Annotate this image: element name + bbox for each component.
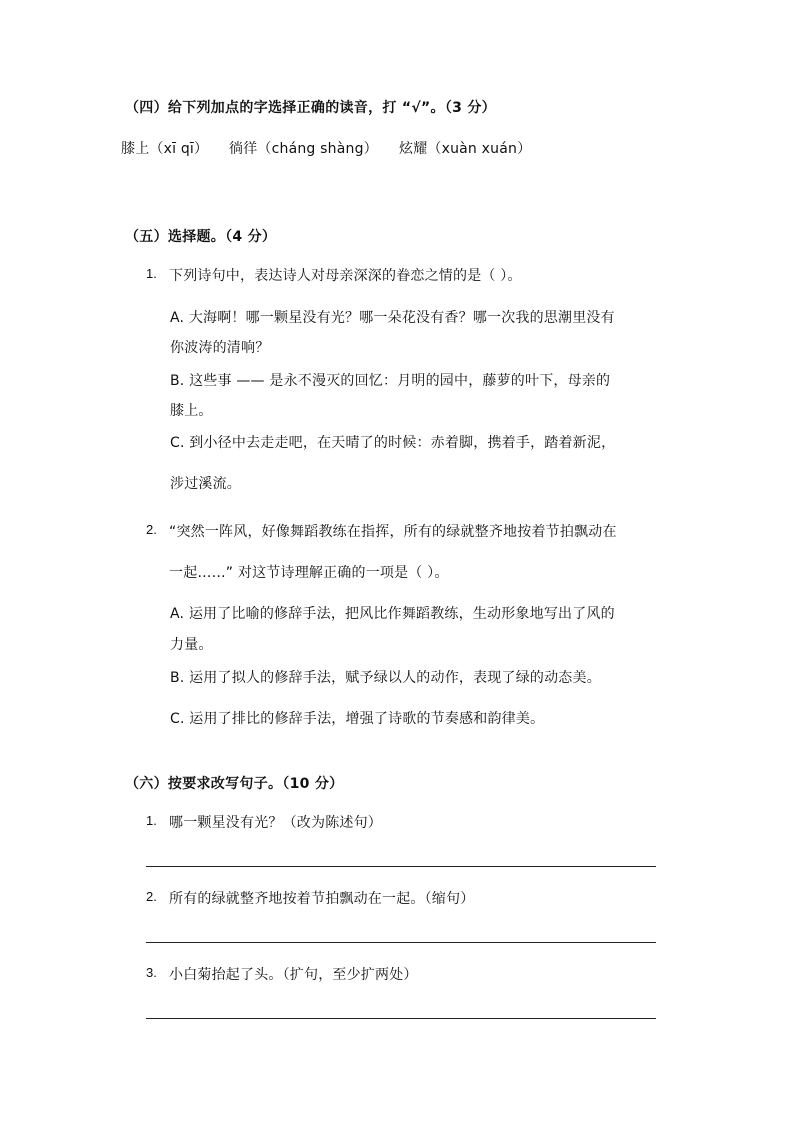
question-number: 2. — [146, 522, 157, 537]
answer-line[interactable] — [146, 866, 656, 867]
question-number: 1. — [146, 813, 157, 828]
option-a-continued: 你波涛的清响？ — [170, 340, 270, 356]
option-a: A. 运用了比喻的修辞手法，把风比作舞蹈教练，生动形象地写出了风的 — [170, 606, 615, 622]
section5-heading: （五）选择题。（4 分） — [125, 229, 277, 245]
answer-line[interactable] — [146, 942, 656, 943]
question-text: 小白菊抬起了头。（扩句，至少扩两处） — [169, 967, 418, 983]
option-c: C. 到小径中去走走吧，在天晴了的时候：赤着脚，携着手，踏着新泥， — [170, 435, 616, 451]
option-b-continued: 膝上。 — [170, 403, 213, 419]
section4-heading: （四）给下列加点的字选择正确的读音，打 “√”。（3 分） — [125, 100, 496, 116]
option-a: A. 大海啊！哪一颗星没有光？哪一朵花没有香？哪一次我的思潮里没有 — [170, 310, 615, 326]
question-number: 2. — [146, 889, 157, 904]
pinyin-item-2: 徜徉（cháng shàng） — [229, 141, 378, 157]
question-number: 3. — [146, 965, 157, 980]
question-text: 所有的绿就整齐地按着节拍飘动在一起。（缩句） — [169, 891, 475, 907]
option-c-continued: 涉过溪流。 — [170, 476, 241, 492]
option-a-continued: 力量。 — [170, 637, 213, 653]
option-b: B. 这些事 —— 是永不漫灭的回忆：月明的园中，藤萝的叶下，母亲的 — [170, 373, 611, 389]
question-stem-continued: 一起……” 对这节诗理解正确的一项是（ ）。 — [169, 565, 449, 581]
question-stem: 下列诗句中，表达诗人对母亲深深的眷恋之情的是（ ）。 — [169, 268, 522, 284]
pinyin-item-3: 炫耀（xuàn xuán） — [399, 141, 532, 157]
question-number: 1. — [146, 266, 157, 281]
answer-line[interactable] — [146, 1018, 656, 1019]
pinyin-item-1: 膝上（xī qī） — [121, 141, 209, 157]
option-c: C. 运用了排比的修辞手法，增强了诗歌的节奏感和韵律美。 — [170, 711, 545, 727]
option-b: B. 运用了拟人的修辞手法，赋予绿以人的动作，表现了绿的动态美。 — [170, 670, 601, 686]
question-stem: “突然一阵风，好像舞蹈教练在指挥，所有的绿就整齐地按着节拍飘动在 — [169, 524, 617, 540]
section6-heading: （六）按要求改写句子。（10 分） — [125, 776, 344, 792]
question-text: 哪一颗星没有光？（改为陈述句） — [169, 815, 382, 831]
